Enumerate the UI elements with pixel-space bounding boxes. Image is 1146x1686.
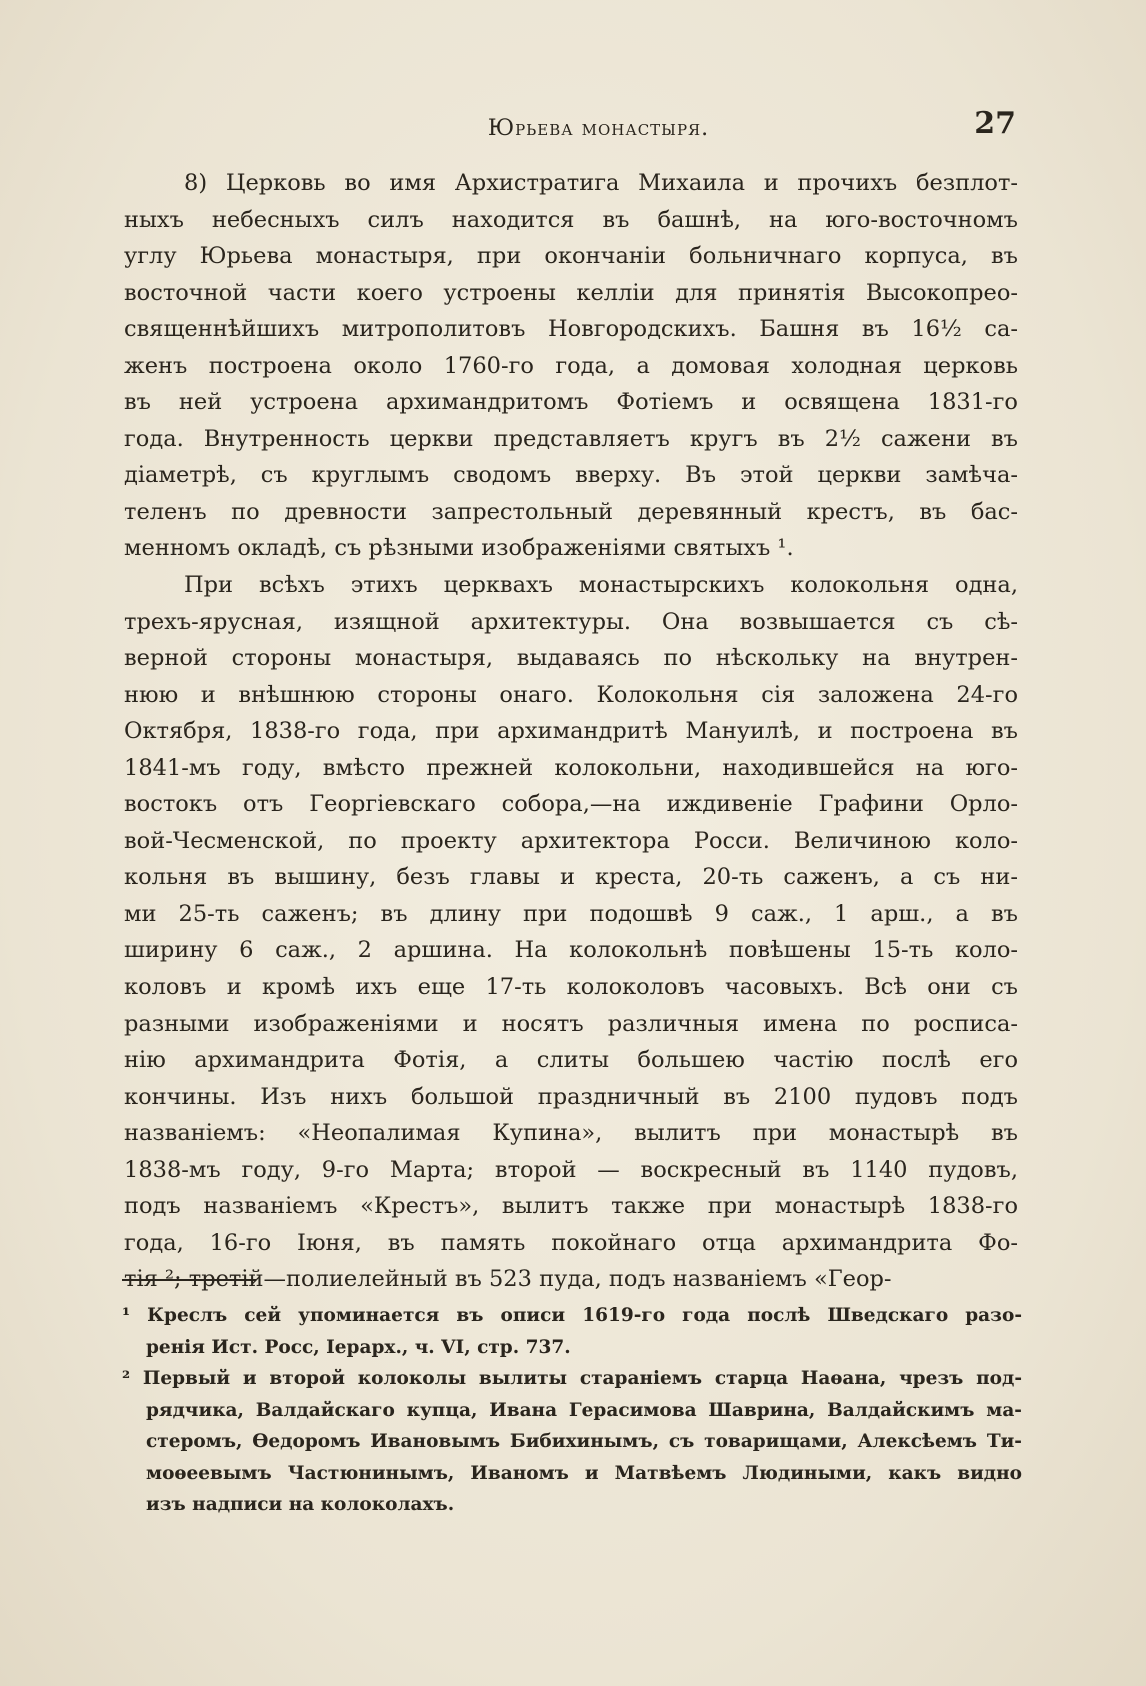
text-line: подъ названіемъ «Крестъ», вылитъ также при монастырѣ 1838-го xyxy=(124,1193,1018,1220)
text-line: года. Внутренность церкви представляетъ кругъ въ 2½ сажени въ xyxy=(124,425,1018,452)
text-line: женъ построена около 1760-го года, а домовая холодная церковь xyxy=(124,352,1018,379)
text-line: ширину 6 саж., 2 аршина. На колокольнѣ повѣшены 15-ть коло- xyxy=(124,937,1018,964)
text-line: нюю и внѣшнюю стороны онаго. Колокольня сія заложена 24-го xyxy=(124,681,1018,708)
text-line: менномъ окладѣ, съ рѣзными изображеніями святыхъ ¹. xyxy=(124,535,794,562)
text-line: ми 25-ть саженъ; въ длину при подошвѣ 9 саж., 1 арш., а въ xyxy=(124,900,1018,927)
text-line: діаметрѣ, съ круглымъ сводомъ вверху. Въ этой церкви замѣча- xyxy=(124,462,1018,489)
text-line: нію архимандрита Фотія, а слиты большею частію послѣ его xyxy=(124,1047,1018,1074)
footnote xyxy=(122,1363,1022,1521)
text-line: трехъ-ярусная, изящной архитектуры. Она возвышается съ сѣ- xyxy=(124,608,1018,635)
text-line: названіемъ: «Неопалимая Купина», вылитъ при монастырѣ въ xyxy=(124,1120,1018,1147)
text-line: востокъ отъ Георгіевскаго собора,—на иждивеніе Графини Орло- xyxy=(124,791,1018,818)
paragraph xyxy=(124,567,1018,1298)
running-title: Юрьева монастыря. xyxy=(487,116,710,141)
footnote-line: ¹ Креслъ сей упоминается въ описи 1619-го года послѣ Шведскаго разо- xyxy=(122,1305,1022,1326)
text-line: кончины. Изъ нихъ большой праздничный въ 2100 пудовъ подъ xyxy=(124,1083,1018,1110)
text-line: углу Юрьева монастыря, при окончаніи больничнаго корпуса, въ xyxy=(124,243,1019,270)
footnote-rule xyxy=(122,1279,256,1281)
text-line: 8) Церковь во имя Архистратига Михаила и прочихъ безплот- xyxy=(184,170,1018,196)
paragraph xyxy=(124,165,1018,567)
text-line: теленъ по древности запрестольный деревянный крестъ, въ бас- xyxy=(124,498,1018,525)
text-line: 1841-мъ году, вмѣсто прежней колокольни, находившейся на юго- xyxy=(124,754,1018,781)
text-line: кольня въ вышину, безъ главы и креста, 20-ть саженъ, а съ ни- xyxy=(124,864,1018,891)
text-line: священнѣйшихъ митрополитовъ Новгородскихъ. Башня въ 16½ са- xyxy=(124,316,1018,343)
text-line: ныхъ небесныхъ силъ находится въ башнѣ, на юго-восточномъ xyxy=(124,206,1018,233)
footnote-line: стеромъ, Ѳедоромъ Ивановымъ Бибихинымъ, съ товарищами, Алексѣемъ Ти- xyxy=(146,1431,1022,1452)
footnote-line: ² Первый и второй колоколы вылиты стараніемъ старца Наѳана, чрезъ под- xyxy=(122,1368,1022,1389)
footnote-line: рядчика, Валдайскаго купца, Ивана Герасимова Шаврина, Валдайскимъ ма- xyxy=(146,1399,1022,1421)
footnotes xyxy=(122,1300,1022,1521)
page-number: 27 xyxy=(974,106,1016,141)
text-line: 1838-мъ году, 9-го Марта; второй — воскресный въ 1140 пудовъ, xyxy=(124,1156,1018,1183)
text-line: года, 16-го Іюня, въ память покойнаго отца архимандрита Фо- xyxy=(124,1229,1018,1256)
footnote-line: моѳеевымъ Частюнинымъ, Иваномъ и Матвѣемъ Людиными, какъ видно xyxy=(146,1462,1022,1484)
text-line: Октября, 1838-го года, при архимандритѣ Мануилѣ, и построена въ xyxy=(124,718,1018,745)
text-line: вой-Чесменской, по проекту архитектора Росси. Величиною коло- xyxy=(124,827,1019,854)
footnote xyxy=(122,1300,1022,1363)
text-line: въ ней устроена архимандритомъ Фотіемъ и освящена 1831-го xyxy=(124,389,1018,416)
text-line: При всѣхъ этихъ церквахъ монастырскихъ колокольня одна, xyxy=(184,572,1018,599)
text-line: восточной части коего устроены келліи для принятія Высокопрео- xyxy=(124,279,1018,306)
body-text xyxy=(124,165,1018,1298)
text-line: тія ²; третій—полиелейный въ 523 пуда, подъ названіемъ «Геор- xyxy=(124,1266,892,1293)
text-line: верной стороны монастыря, выдаваясь по нѣскольку на внутрен- xyxy=(124,645,1018,672)
footnote-line: ренія Ист. Росс, Іерарх., ч. VI, стр. 737. xyxy=(146,1336,571,1358)
footnote-line: изъ надписи на колоколахъ. xyxy=(146,1494,455,1515)
text-line: разными изображеніями и носятъ различныя имена по росписа- xyxy=(124,1010,1018,1037)
page-header xyxy=(181,104,1016,148)
text-line: коловъ и кромѣ ихъ еще 17-ть колоколовъ часовыхъ. Всѣ они съ xyxy=(124,974,1018,1001)
